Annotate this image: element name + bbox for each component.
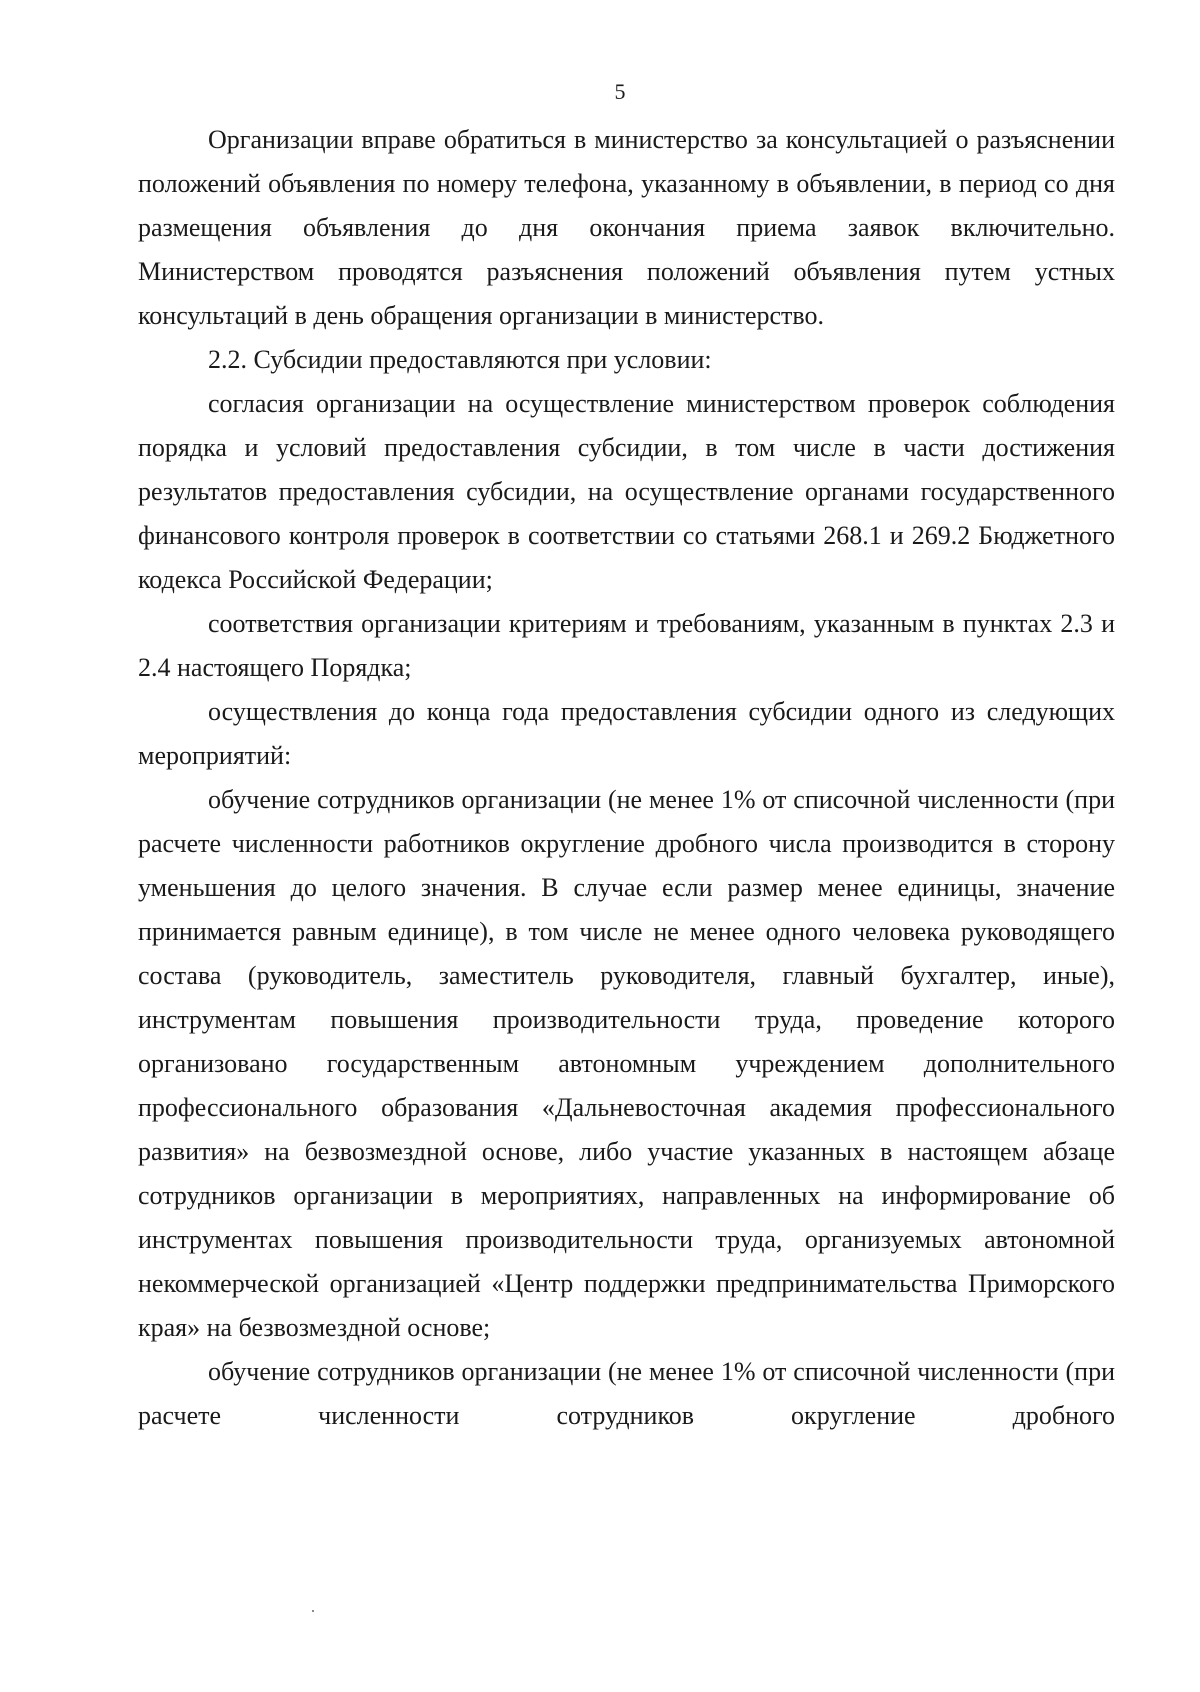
paragraph-consent-inspections: согласия организации на осуществление министерством проверок соблюдения порядка и условий предоставления субсидии, в том числе в части достижения результатов предоставления субсидии, на осуществление органами государственного финансового контроля проверок в соответствии со статьями 268.1 и 269.2 Бюджетного кодекса Российской Федерации; bbox=[138, 389, 1115, 594]
paragraph-section-2-2: 2.2. Субсидии предоставляются при условии: bbox=[208, 345, 712, 374]
paragraph-activities-intro: осуществления до конца года предоставления субсидии одного из следующих мероприятий: bbox=[138, 697, 1115, 770]
paragraph-training-2: обучение сотрудников организации (не менее 1% от списочной численности (при расчете численности сотрудников округление дробного bbox=[138, 1357, 1115, 1430]
paragraph-criteria-compliance: соответствия организации критериям и требованиям, указанным в пунктах 2.3 и 2.4 настоящего Порядка; bbox=[138, 609, 1115, 682]
paragraph-consultation: Организации вправе обратиться в министерство за консультацией о разъяснении положений объявления по номеру телефона, указанному в объявлении, в период со дня размещения объявления до дня окончания приема заявок включительно. Министерством проводятся разъяснения положений объявления путем устных консультаций в день обращения организации в министерство. bbox=[138, 125, 1115, 330]
page-number: 5 bbox=[614, 79, 626, 104]
document-body bbox=[138, 118, 1115, 1438]
paragraph-training-1: обучение сотрудников организации (не менее 1% от списочной численности (при расчете численности работников округление дробного числа производится в сторону уменьшения до целого значения. В случае если размер менее единицы, значение принимается равным единице), в том числе не менее одного человека руководящего состава (руководитель, заместитель руководителя, главный бухгалтер, иные), инструментам повышения производительности труда, проведение которого организовано государственным автономным учреждением дополнительного профессионального образования «Дальневосточная академия профессионального развития» на безвозмездной основе, либо участие указанных в настоящем абзаце сотрудников организации в мероприятиях, направленных на информирование об инструментах повышения производительности труда, организуемых автономной некоммерческой организацией «Центр поддержки предпринимательства Приморского края» на безвозмездной основе; bbox=[138, 785, 1115, 1342]
scan-speck bbox=[312, 1610, 314, 1612]
